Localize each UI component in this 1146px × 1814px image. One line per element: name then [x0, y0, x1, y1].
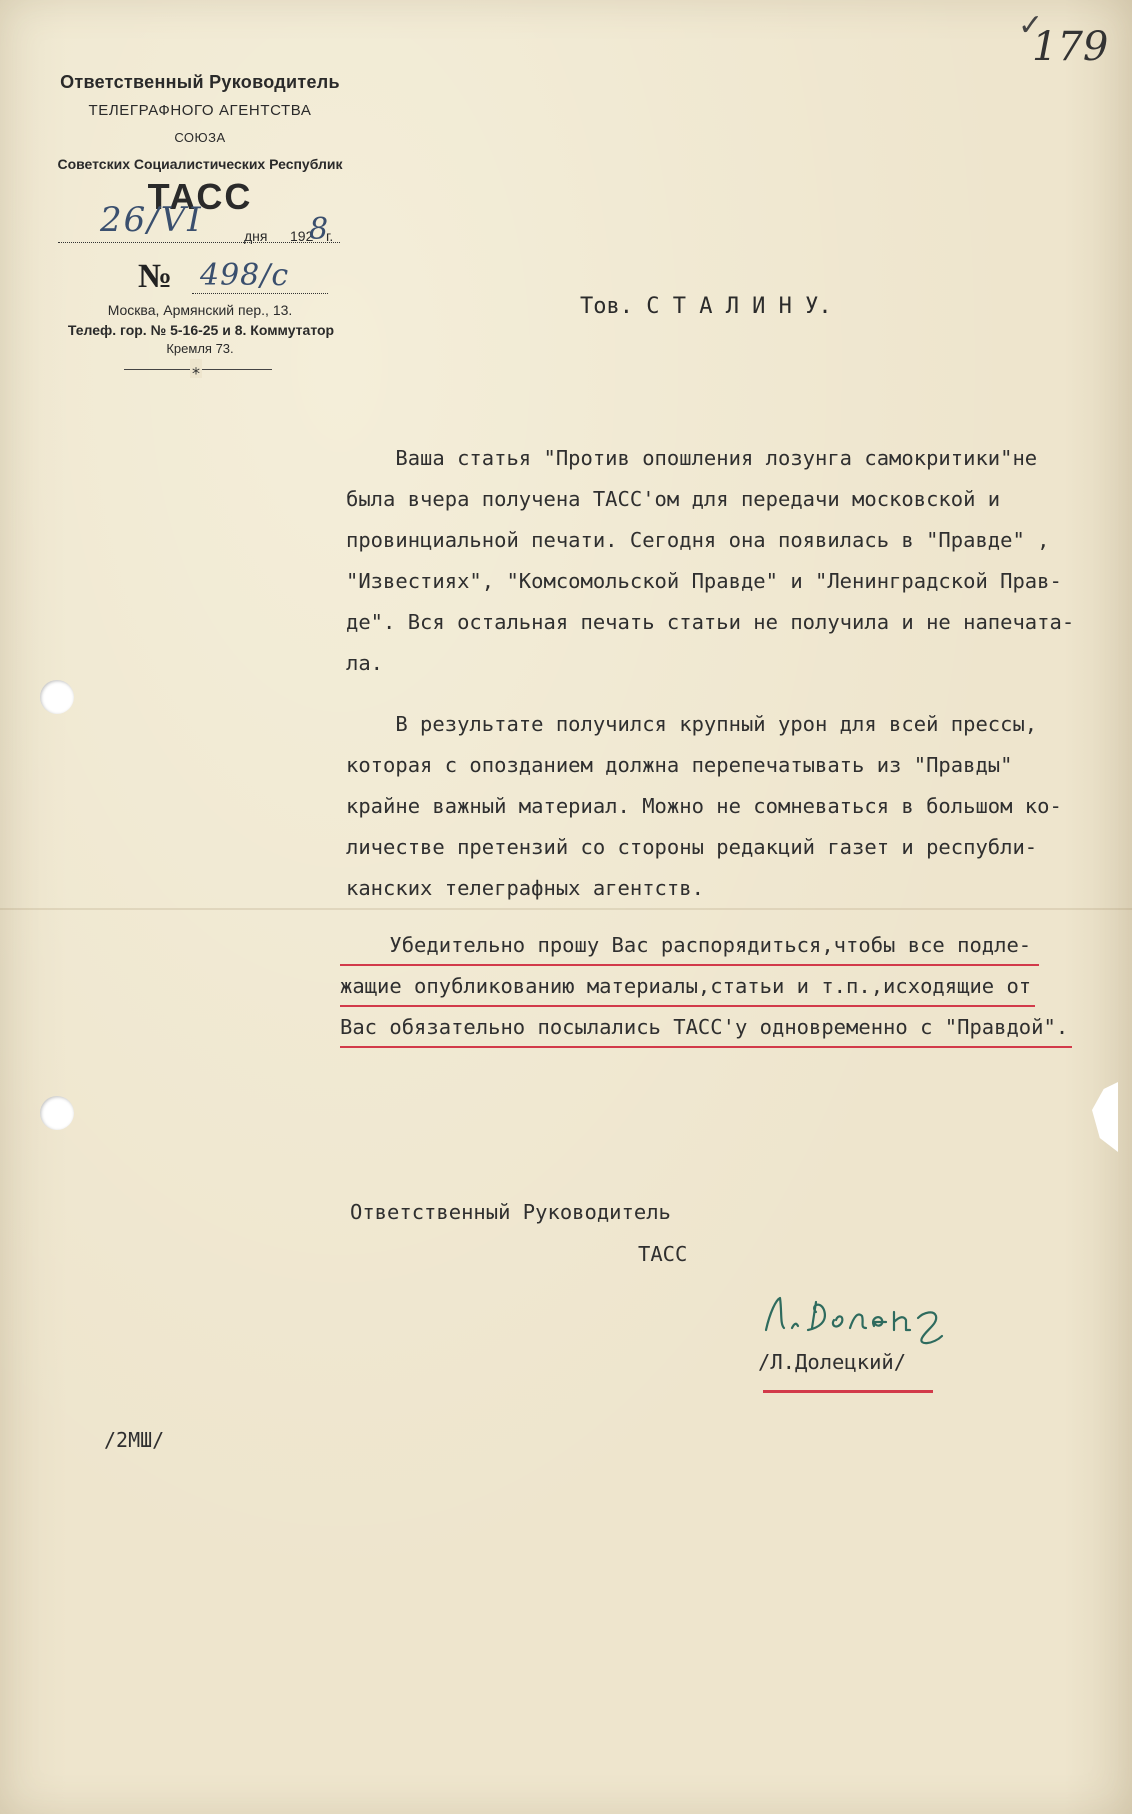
typist-code: /2МШ/	[104, 1428, 165, 1452]
body-line-underlined: Убедительно прошу Вас распорядиться,чтобы все подле-	[340, 933, 1039, 966]
letterhead-agency-line: ТЕЛЕГРАФНОГО АГЕНТСТВА	[88, 102, 312, 119]
signatory-name: /Л.Долецкий/	[758, 1350, 907, 1374]
signatory-name-underline	[763, 1390, 933, 1393]
handwritten-date: 26/VI	[100, 200, 203, 240]
body-line: которая с опозданием должна перепечатывать из "Правды"	[346, 753, 1013, 777]
letterhead-ornament: ⁎	[124, 363, 272, 377]
number-line	[192, 293, 328, 294]
body-line: "Известиях", "Комсомольской Правде" и "Ленинградской Прав-	[346, 569, 1062, 593]
letterhead-republics-line: Советских Социалистических Республик	[57, 156, 343, 172]
letterhead-union-line: СОЮЗА	[174, 130, 226, 145]
day-label: дня	[244, 228, 268, 244]
body-line: де". Вся остальная печать статьи не получила и не напечата-	[346, 610, 1075, 634]
body-line: канских телеграфных агентств.	[346, 876, 704, 900]
punch-hole	[40, 1096, 74, 1130]
signatory-organization: ТАСС	[638, 1242, 688, 1266]
check-mark-icon: ✓	[1018, 8, 1044, 43]
kremlin-switchboard-line: Кремля 73.	[166, 341, 234, 356]
body-line-underlined: Вас обязательно посылались ТАСС'у одновременно с "Правдой".	[340, 1015, 1072, 1048]
handwritten-document-number: 498/с	[200, 258, 290, 293]
handwritten-signature	[758, 1282, 958, 1354]
phone-line: Телеф. гор. № 5-16-25 и 8. Коммутатор	[67, 322, 335, 338]
body-line: Ваша статья "Против опошления лозунга самокритики"не	[346, 446, 1038, 470]
paper-tear	[1092, 1082, 1118, 1152]
year-suffix: г.	[326, 228, 334, 244]
paper-fold	[0, 908, 1132, 910]
body-line: провинциальной печати. Сегодня она появилась в "Правде" ,	[346, 528, 1050, 552]
body-line: крайне важный материал. Можно не сомневаться в большом ко-	[346, 794, 1062, 818]
archive-folio-number: 179	[1032, 24, 1109, 70]
signatory-title: Ответственный Руководитель	[350, 1200, 671, 1224]
addressee: Тов. С Т А Л И Н У.	[580, 294, 832, 319]
body-line: В результате получился крупный урон для всей прессы,	[346, 712, 1038, 736]
number-sign: №	[138, 258, 173, 295]
address-line: Москва, Армянский пер., 13.	[107, 302, 293, 318]
body-line: была вчера получена ТАСС'ом для передачи московской и	[346, 487, 1001, 511]
body-line: личестве претензий со стороны редакций газет и республи-	[346, 835, 1038, 859]
body-line-underlined: жащие опубликованию материалы,статьи и т.п.,исходящие от	[340, 974, 1035, 1007]
letterhead-title: Ответственный Руководитель	[60, 72, 340, 92]
punch-hole	[40, 680, 74, 714]
handwritten-year-digit: 8	[309, 212, 329, 247]
year-printed: 192	[290, 228, 314, 244]
body-line: ла.	[346, 651, 384, 675]
letterhead-agency-name: ТАСС	[147, 176, 253, 217]
